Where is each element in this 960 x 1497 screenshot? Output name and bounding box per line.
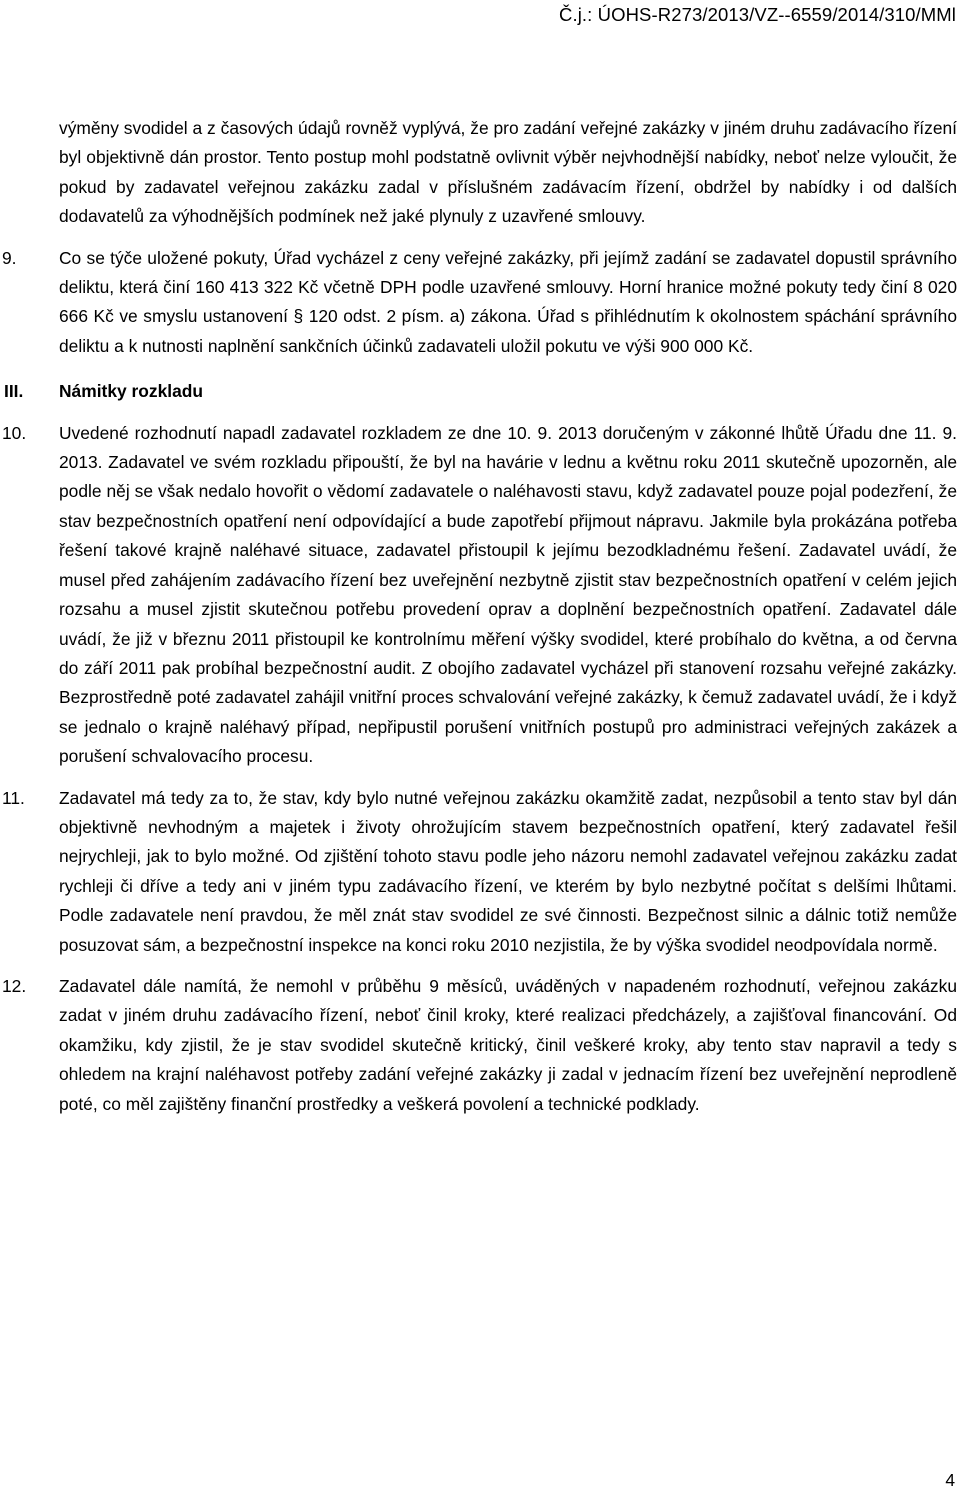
paragraph-text: Zadavatel má tedy za to, že stav, kdy bylo nutné veřejnou zakázku okamžitě zadat, nezpůsobil a tento stav byl dán objektivně nevhodným a majetek i životy ohrožujícím stavem bezpečnostních opatření, který zadavatel řešil nejrychleji, jak to bylo možné. Od zjištění tohoto stavu podle jeho názoru nemohl zadavatel veřejnou zakázku zadat rychleji či dříve a tedy ani v jiném typu zadávacího řízení, ve kterém by bylo nezbytné počítat s delšími lhůtami. Podle zadavatele není pravdou, že měl znát stav svodidel ze své činnosti. Bezpečnost silnic a dálnic totiž nemůže posuzovat sám, a bezpečnostní inspekce na konci roku 2010 nezjistila, že by výška svodidel neodpovídala normě. xyxy=(59,787,957,955)
document-body xyxy=(0,114,960,1119)
paragraph-9 xyxy=(0,244,960,362)
document-reference: Č.j.: ÚOHS-R273/2013/VZ--6559/2014/310/MMl xyxy=(559,4,956,25)
paragraph-number: 11. xyxy=(2,787,25,808)
paragraph-text: Co se týče uložené pokuty, Úřad vycházel z ceny veřejné zakázky, při jejímž zadání se zadavatel dopustil správního deliktu, která činí 160 413 322 Kč včetně DPH podle uzavřené smlouvy. Horní hranice možné pokuty tedy činí 8 020 666 Kč ve smyslu ustanovení § 120 odst. 2 písm. a) zákona. Úřad s přihlédnutím k okolnostem spáchání správního deliktu a k nutnosti naplnění sankčních účinků zadavateli uložil pokutu ve výši 900 000 Kč. xyxy=(59,247,957,356)
page-number: 4 xyxy=(945,1470,955,1490)
paragraph-number: 12. xyxy=(2,975,27,996)
paragraph-10 xyxy=(0,419,960,772)
section-heading xyxy=(0,377,960,406)
paragraph-continuation xyxy=(0,114,960,232)
paragraph-number: 10. xyxy=(2,422,27,443)
paragraph-text: Uvedené rozhodnutí napadl zadavatel rozkladem ze dne 10. 9. 2013 doručeným v zákonné lhůtě Úřadu dne 11. 9. 2013. Zadavatel ve svém rozkladu připouští, že byl na havárie v lednu a květnu roku 2011 skutečně upozorněn, ale podle něj se však nedalo hovořit o vědomí zadavatele o naléhavosti stavu, když zadavatel pouze pojal podezření, že stav bezpečnostních opatření není odpovídající a bude zapotřebí přijmout nápravu. Jakmile byla prokázána potřeba řešení takové krajně naléhavé situace, zadavatel přistoupil k jejímu bezodkladnému řešení. Zadavatel uvádí, že musel před zahájením zadávacího řízení bez uveřejnění nezbytně zjistit stav bezpečnostních opatření v celém jejich rozsahu a musel zjistit skutečnou potřebu provedení oprav a doplnění bezpečnostních opatření. Zadavatel dále uvádí, že již v březnu 2011 přistoupil ke kontrolnímu měření výšky svodidel, které probíhalo do května, a od června do září 2011 pak probíhal bezpečnostní audit. Z obojího zadavatel vycházel při stanovení rozsahu veřejné zakázky. Bezprostředně poté zadavatel zahájil vnitřní proces schvalování veřejné zakázky, k čemuž zadavatel uvádí, že i když se jednalo o krajně naléhavý případ, nepřipustil porušení vnitřních postupů pro administraci veřejných zakázek a porušení schvalovacího procesu. xyxy=(59,422,957,767)
paragraph-number: 9. xyxy=(2,247,17,268)
section-title: Námitky rozkladu xyxy=(59,381,203,402)
paragraph-text: výměny svodidel a z časových údajů rovněž vyplývá, že pro zadání veřejné zakázky v jiném druhu zadávacího řízení byl objektivně dán prostor. Tento postup mohl podstatně ovlivnit výběr nejvhodnější nabídky, neboť nelze vyloučit, že pokud by zadavatel veřejnou zakázku zadal v příslušném zadávacím řízení, obdržel by nabídky i od dalších dodavatelů za výhodnějších podmínek než jaké plynuly z uzavřené smlouvy. xyxy=(59,118,957,227)
section-number: III. xyxy=(4,381,24,402)
paragraph-12 xyxy=(0,972,960,1119)
paragraph-11 xyxy=(0,784,960,960)
paragraph-text: Zadavatel dále namítá, že nemohl v průběhu 9 měsíců, uváděných v napadeném rozhodnutí, veřejnou zakázku zadat v jiném druhu zadávacího řízení, neboť činil kroky, které realizaci předcházely, a zajišťoval financování. Od okamžiku, kdy zjistil, že je stav svodidel skutečně kritický, činil veškeré kroky, aby tento stav napravil a tedy s ohledem na krajní naléhavost potřeby zadání veřejné zakázky ji zadal v jednacím řízení bez uveřejnění neprodleně poté, co měl zajištěny finanční prostředky a veškerá povolení a technické podklady. xyxy=(59,975,957,1114)
